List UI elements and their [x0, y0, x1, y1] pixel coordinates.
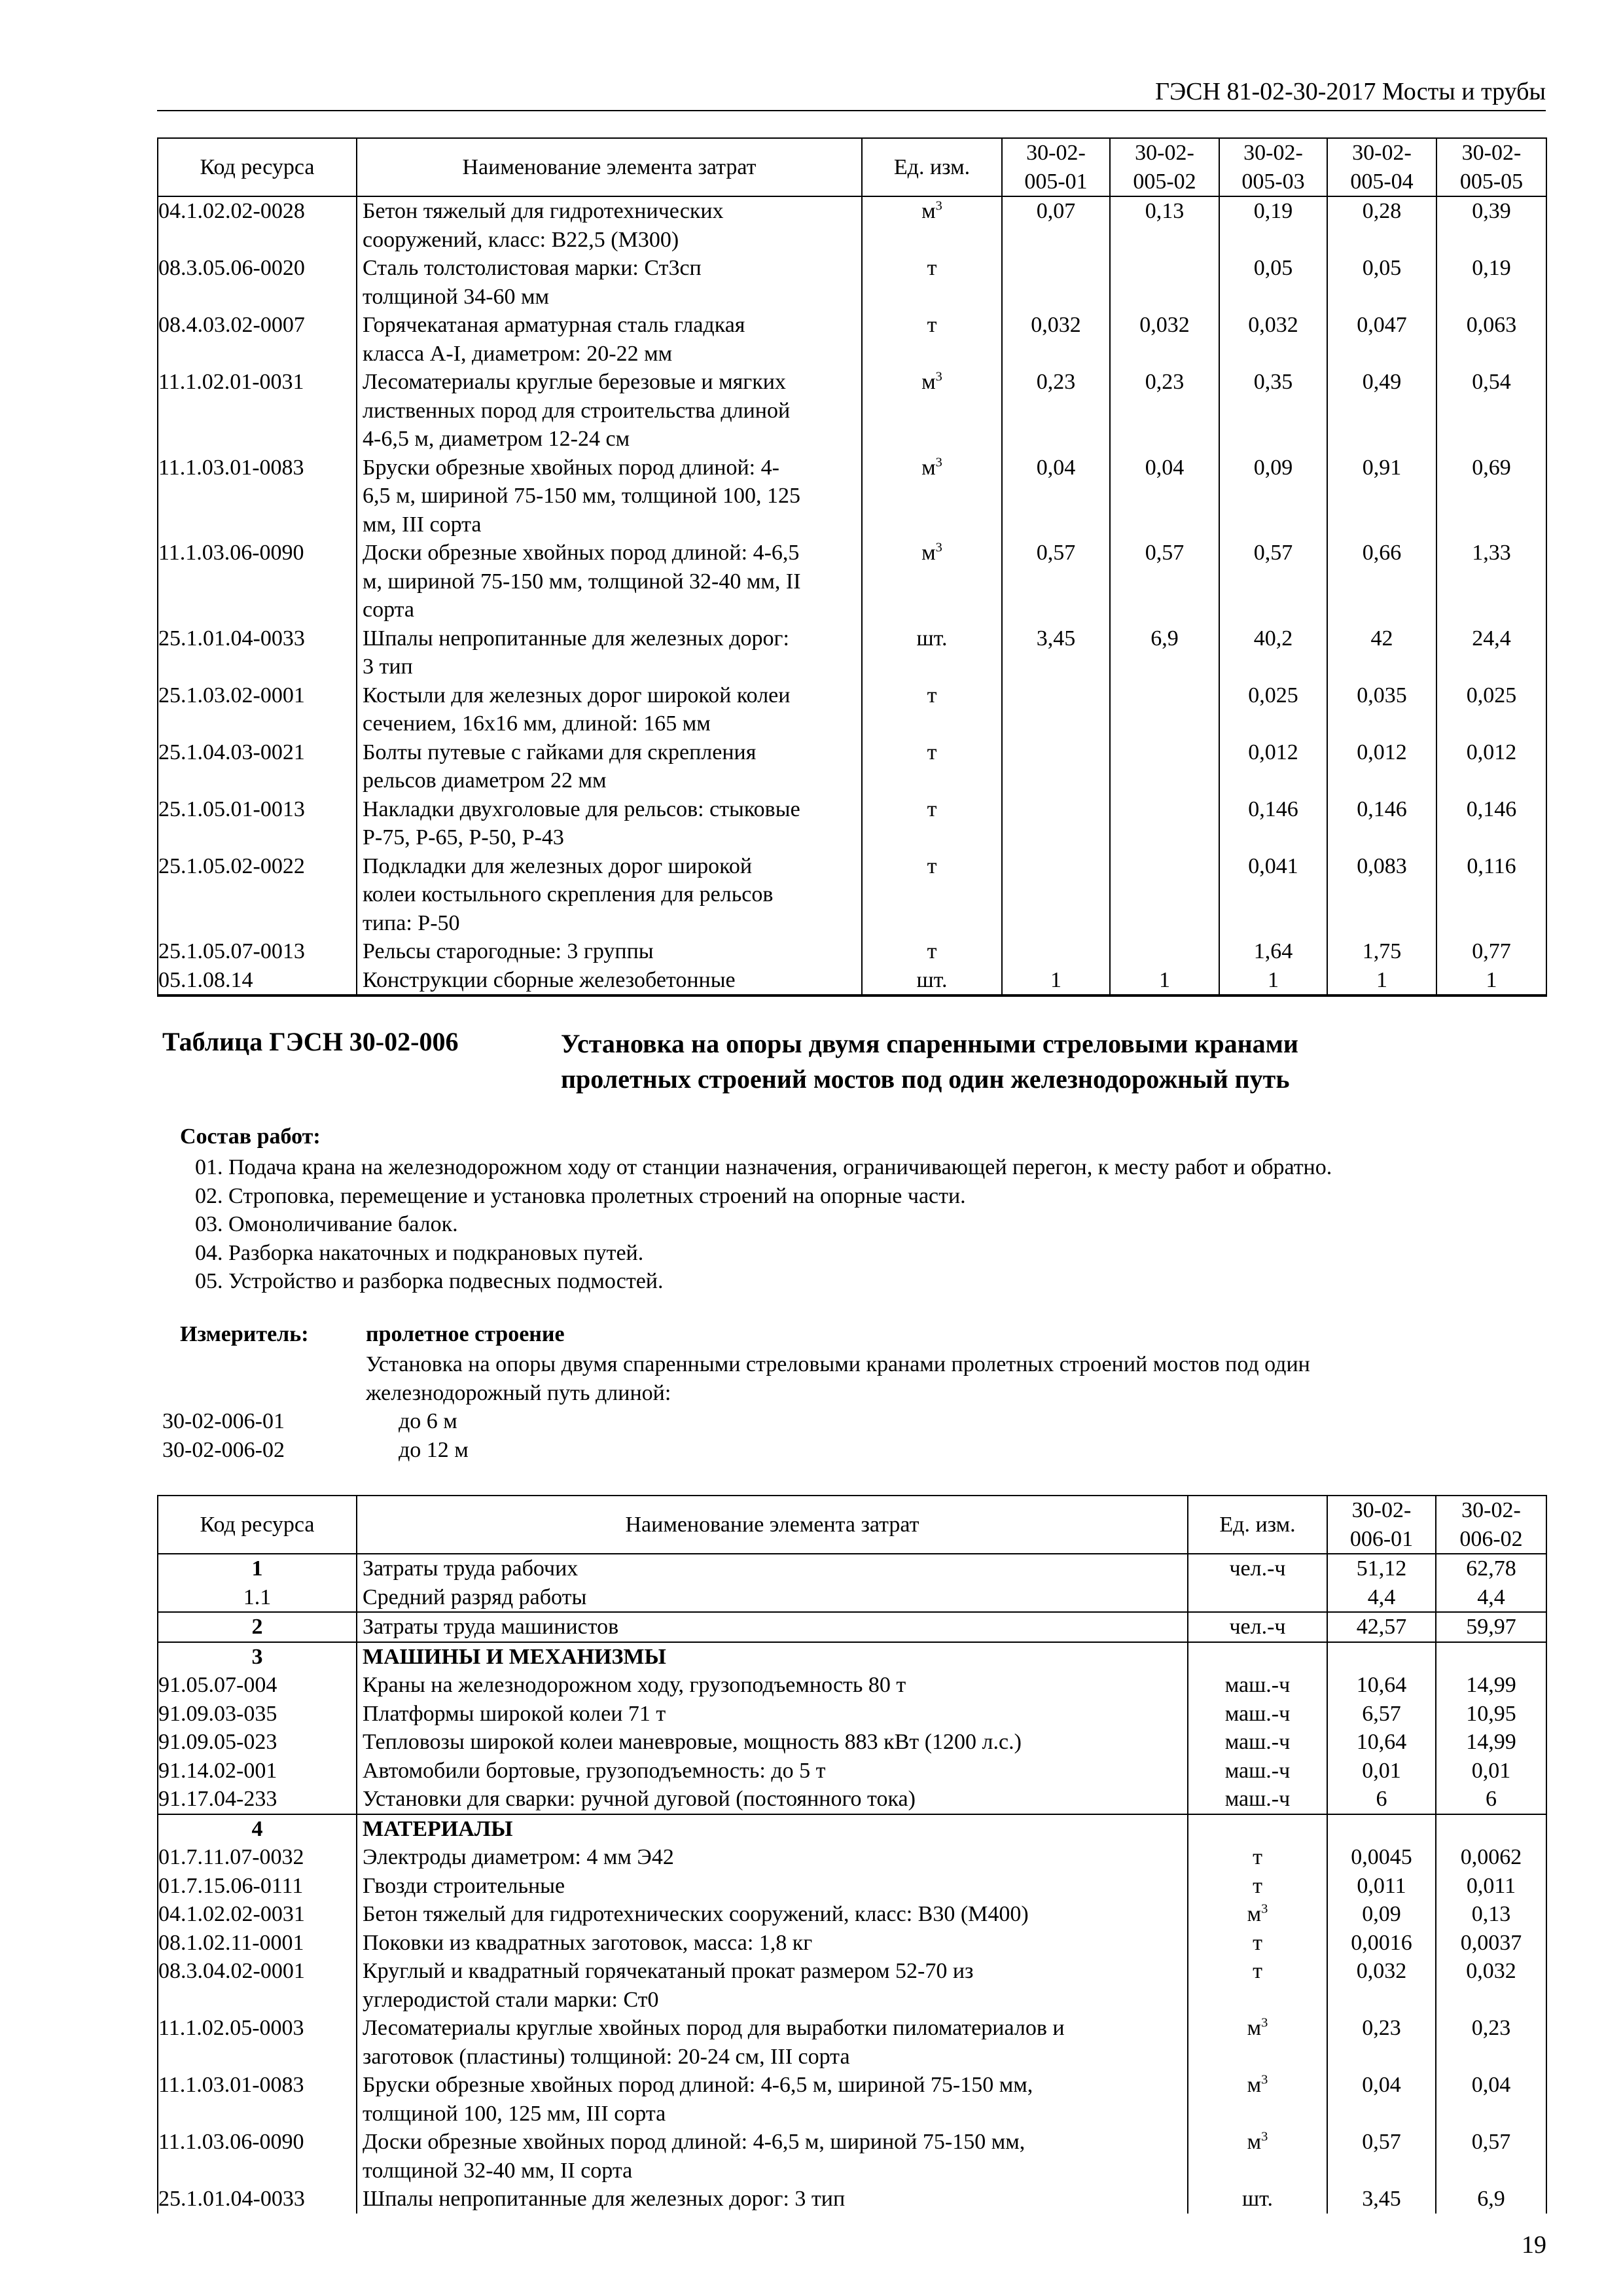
unit-text: $м^3$	[1247, 2072, 1268, 2097]
column-header: 30-02- 006-01	[1327, 1496, 1436, 1554]
value-cell: 10,95	[1436, 1700, 1546, 1729]
unit-cell: т	[862, 852, 1002, 938]
table-row	[158, 795, 1546, 852]
resource-name: МАШИНЫ И МЕХАНИЗМЫ	[357, 1642, 1188, 1672]
value-cell: 0,032	[1002, 311, 1110, 368]
resource-code: 91.09.05-023	[158, 1728, 357, 1757]
resource-code: 25.1.04.03-0021	[158, 738, 357, 795]
resource-name: Сталь толстолистовая марки: Ст3сп толщиной 34-60 мм	[357, 254, 862, 311]
value-cell: 0,57	[1002, 539, 1110, 624]
value-cell: 0,13	[1110, 196, 1219, 254]
table-row	[158, 368, 1546, 454]
table-row	[158, 1554, 1546, 1583]
resource-code: 91.05.07-004	[158, 1671, 357, 1700]
table-row	[158, 1900, 1546, 1929]
value-cell: 0,025	[1436, 681, 1546, 738]
resource-name: Бетон тяжелый для гидротехнических сооружений, класс: В30 (М400)	[357, 1900, 1188, 1929]
value-cell	[1110, 254, 1219, 311]
value-cell: 0,032	[1327, 1957, 1436, 2014]
value-cell: 0,23	[1327, 2014, 1436, 2071]
resource-code: 25.1.05.01-0013	[158, 795, 357, 852]
resource-name: Тепловозы широкой колеи маневровые, мощность 883 кВт (1200 л.с.)	[357, 1728, 1188, 1757]
unit-cell	[1188, 1583, 1327, 1613]
unit-cell: маш.-ч	[1188, 1785, 1327, 1814]
value-cell: 24,4	[1436, 624, 1546, 681]
resource-code: 25.1.05.02-0022	[158, 852, 357, 938]
unit-cell	[1188, 1642, 1327, 1672]
resource-name: Шпалы непропитанные для железных дорог: 3 тип	[357, 624, 862, 681]
resource-table-30-02-006	[157, 1495, 1547, 2214]
value-cell: 4,4	[1327, 1583, 1436, 1613]
resource-code: 08.3.05.06-0020	[158, 254, 357, 311]
resource-code: 04.1.02.02-0028	[158, 196, 357, 254]
unit-cell: шт.	[1188, 2185, 1327, 2214]
measure-value: пролетное строение	[366, 1322, 565, 1346]
value-cell: 0,083	[1327, 852, 1436, 938]
resource-code: 11.1.02.01-0031	[158, 368, 357, 454]
resource-name: Доски обрезные хвойных пород длиной: 4-6,5 м, шириной 75-150 мм, толщиной 32-40 мм, II сорта	[357, 2128, 1188, 2185]
value-cell: 0,23	[1110, 368, 1219, 454]
table-row	[158, 1843, 1546, 1872]
table-row	[158, 311, 1546, 368]
value-cell: 1	[1002, 966, 1110, 996]
table-row	[158, 2014, 1546, 2071]
column-header: 30-02- 005-05	[1436, 138, 1546, 196]
unit-cell: шт.	[862, 966, 1002, 996]
table-row	[158, 1872, 1546, 1901]
resource-code: 1	[158, 1554, 357, 1583]
resource-name: Средний разряд работы	[357, 1583, 1188, 1613]
resource-code: 01.7.11.07-0032	[158, 1843, 357, 1872]
resource-name: Краны на железнодорожном ходу, грузоподъемность 80 т	[357, 1671, 1188, 1700]
value-cell: 0,05	[1327, 254, 1436, 311]
resource-code: 11.1.02.05-0003	[158, 2014, 357, 2071]
resource-code: 3	[158, 1642, 357, 1672]
value-cell: 6,57	[1327, 1700, 1436, 1729]
table-row	[158, 1671, 1546, 1700]
value-cell: 0,146	[1219, 795, 1327, 852]
measure-description: Установка на опоры двумя спаренными стреловыми кранами пролетных строений мостов под один железнодорожный путь длиной:	[366, 1352, 1310, 1405]
running-header: ГЭСН 81-02-30-2017 Мосты и трубы	[1155, 78, 1546, 105]
value-cell: 0,011	[1327, 1872, 1436, 1901]
value-cell: 0,09	[1219, 454, 1327, 539]
unit-cell	[1188, 2014, 1327, 2071]
value-cell: 0,05	[1219, 254, 1327, 311]
value-cell: 0,77	[1436, 937, 1546, 966]
resource-name: Установки для сварки: ручной дуговой (постоянного тока)	[357, 1785, 1188, 1814]
unit-text: $м^3$	[1247, 1901, 1268, 1926]
value-cell: 0,0037	[1436, 1929, 1546, 1958]
resource-code: 08.1.02.11-0001	[158, 1929, 357, 1958]
resource-code: 11.1.03.06-0090	[158, 539, 357, 624]
value-cell: 0,04	[1436, 2071, 1546, 2128]
unit-cell: т	[1188, 1929, 1327, 1958]
value-cell: 62,78	[1436, 1554, 1546, 1583]
table-row	[158, 1929, 1546, 1958]
resource-name: Бруски обрезные хвойных пород длиной: 4- 6,5 м, шириной 75-150 мм, толщиной 100, 125 мм, III сорта	[357, 454, 862, 539]
value-cell: 0,07	[1002, 196, 1110, 254]
value-cell: 0,063	[1436, 311, 1546, 368]
table-header-row	[158, 1496, 1546, 1554]
unit-cell	[862, 454, 1002, 539]
value-cell: 0,13	[1436, 1900, 1546, 1929]
value-cell	[1110, 795, 1219, 852]
table-row	[158, 2071, 1546, 2128]
resource-name: Бетон тяжелый для гидротехнических сооружений, класс: В22,5 (М300)	[357, 196, 862, 254]
group-row	[158, 1642, 1546, 1672]
value-cell: 0,39	[1436, 196, 1546, 254]
resource-name: Автомобили бортовые, грузоподъемность: до 5 т	[357, 1757, 1188, 1785]
value-cell: 6	[1327, 1785, 1436, 1814]
resource-code: 08.4.03.02-0007	[158, 311, 357, 368]
column-header: 30-02- 005-04	[1327, 138, 1436, 196]
value-cell: 0,57	[1219, 539, 1327, 624]
resource-name: Рельсы старогодные: 3 группы	[357, 937, 862, 966]
resource-code: 08.3.04.02-0001	[158, 1957, 357, 2014]
value-cell: 0,012	[1219, 738, 1327, 795]
value-cell	[1110, 852, 1219, 938]
value-cell	[1002, 738, 1110, 795]
value-cell	[1002, 254, 1110, 311]
value-cell: 1	[1219, 966, 1327, 996]
measure-label: Измеритель:	[180, 1322, 309, 1346]
unit-cell: чел.-ч	[1188, 1612, 1327, 1642]
value-cell: 1,33	[1436, 539, 1546, 624]
unit-cell	[862, 196, 1002, 254]
value-cell: 1,75	[1327, 937, 1436, 966]
table-row	[158, 624, 1546, 681]
unit-cell: т	[1188, 1872, 1327, 1901]
value-cell: 0,57	[1436, 2128, 1546, 2185]
value-cell	[1002, 681, 1110, 738]
resource-code: 11.1.03.06-0090	[158, 2128, 357, 2185]
table-row	[158, 1700, 1546, 1729]
value-cell: 0,35	[1219, 368, 1327, 454]
value-cell: 0,19	[1436, 254, 1546, 311]
unit-cell	[1188, 2071, 1327, 2128]
measure-code: 30-02-006-01	[162, 1409, 285, 1433]
unit-text: $м^3$	[1247, 2015, 1268, 2040]
value-cell: 0,19	[1219, 196, 1327, 254]
column-header: Наименование элемента затрат	[357, 1496, 1188, 1554]
resource-code: 01.7.15.06-0111	[158, 1872, 357, 1901]
value-cell: 0,012	[1436, 738, 1546, 795]
unit-text: $м^3$	[921, 369, 942, 394]
value-cell: 0,23	[1436, 2014, 1546, 2071]
work-step: 02. Строповка, перемещение и установка пролетных строений на опорные части.	[195, 1183, 966, 1208]
resource-name: Лесоматериалы круглые березовые и мягких лиственных пород для строительства длиной 4-6,5 м, диаметром 12-24 см	[357, 368, 862, 454]
value-cell: 0,146	[1436, 795, 1546, 852]
value-cell: 0,91	[1327, 454, 1436, 539]
table-row	[158, 937, 1546, 966]
column-header: Наименование элемента затрат	[357, 138, 862, 196]
value-cell: 3,45	[1327, 2185, 1436, 2214]
value-cell: 0,0045	[1327, 1843, 1436, 1872]
value-cell: 0,01	[1436, 1757, 1546, 1785]
work-composition-list	[195, 1153, 1332, 1296]
value-cell: 51,12	[1327, 1554, 1436, 1583]
unit-text: $м^3$	[921, 198, 942, 223]
table-row	[158, 852, 1546, 938]
value-cell: 0,01	[1327, 1757, 1436, 1785]
unit-cell: чел.-ч	[1188, 1554, 1327, 1583]
value-cell: 14,99	[1436, 1671, 1546, 1700]
unit-cell	[1188, 1814, 1327, 1844]
resource-name: Бруски обрезные хвойных пород длиной: 4-6,5 м, шириной 75-150 мм, толщиной 100, 125 мм, III сорта	[357, 2071, 1188, 2128]
resource-code: 91.17.04-233	[158, 1785, 357, 1814]
unit-cell: т	[862, 311, 1002, 368]
table-row	[158, 254, 1546, 311]
value-cell: 42	[1327, 624, 1436, 681]
resource-name: Электроды диаметром: 4 мм Э42	[357, 1843, 1188, 1872]
value-cell: 1,64	[1219, 937, 1327, 966]
unit-cell: маш.-ч	[1188, 1700, 1327, 1729]
resource-code: 2	[158, 1612, 357, 1642]
value-cell: 0,011	[1436, 1872, 1546, 1901]
table-row	[158, 681, 1546, 738]
value-cell: 0,0016	[1327, 1929, 1436, 1958]
table-row	[158, 1728, 1546, 1757]
resource-code: 11.1.03.01-0083	[158, 454, 357, 539]
resource-code: 25.1.01.04-0033	[158, 2185, 357, 2214]
measure-item	[162, 1407, 469, 1436]
work-composition-label: Состав работ:	[180, 1124, 321, 1149]
measure-range: до 12 м	[399, 1437, 469, 1462]
unit-text: $м^3$	[921, 455, 942, 480]
value-cell	[1327, 1642, 1436, 1672]
unit-cell: т	[862, 937, 1002, 966]
table-row	[158, 966, 1546, 996]
value-cell: 0,035	[1327, 681, 1436, 738]
table-row	[158, 1583, 1546, 1613]
value-cell: 0,032	[1436, 1957, 1546, 2014]
work-step: 04. Разборка накаточных и подкрановых путей.	[195, 1240, 644, 1265]
value-cell: 0,032	[1110, 311, 1219, 368]
unit-cell	[862, 539, 1002, 624]
resource-name: Доски обрезные хвойных пород длиной: 4-6,5 м, шириной 75-150 мм, толщиной 32-40 мм, II сорта	[357, 539, 862, 624]
table-row	[158, 1957, 1546, 2014]
value-cell: 0,025	[1219, 681, 1327, 738]
value-cell: 59,97	[1436, 1612, 1546, 1642]
value-cell: 0,04	[1327, 2071, 1436, 2128]
unit-cell	[1188, 2128, 1327, 2185]
table-row	[158, 738, 1546, 795]
resource-name: Болты путевые с гайками для скрепления рельсов диаметром 22 мм	[357, 738, 862, 795]
resource-code: 25.1.03.02-0001	[158, 681, 357, 738]
value-cell: 0,041	[1219, 852, 1327, 938]
table-row	[158, 2128, 1546, 2185]
work-step: 03. Омоноличивание балок.	[195, 1212, 458, 1236]
resource-name: Костыли для железных дорог широкой колеи сечением, 16х16 мм, длиной: 165 мм	[357, 681, 862, 738]
resource-name: МАТЕРИАЛЫ	[357, 1814, 1188, 1844]
resource-code: 4	[158, 1814, 357, 1844]
resource-name: Горячекатаная арматурная сталь гладкая класса A-I, диаметром: 20-22 мм	[357, 311, 862, 368]
unit-text: $м^3$	[1247, 2129, 1268, 2154]
value-cell: 4,4	[1436, 1583, 1546, 1613]
unit-cell: т	[862, 795, 1002, 852]
unit-cell: т	[862, 681, 1002, 738]
measure-code: 30-02-006-02	[162, 1437, 285, 1462]
resource-name: Поковки из квадратных заготовок, масса: 1,8 кг	[357, 1929, 1188, 1958]
value-cell	[1327, 1814, 1436, 1844]
value-cell: 0,116	[1436, 852, 1546, 938]
value-cell: 3,45	[1002, 624, 1110, 681]
value-cell: 0,04	[1110, 454, 1219, 539]
unit-cell: маш.-ч	[1188, 1728, 1327, 1757]
resource-name: Накладки двухголовые для рельсов: стыковые Р-75, Р-65, Р-50, Р-43	[357, 795, 862, 852]
measure-item	[162, 1436, 469, 1465]
measure-items	[162, 1407, 469, 1464]
value-cell: 0,54	[1436, 368, 1546, 454]
resource-code: 05.1.08.14	[158, 966, 357, 996]
value-cell: 0,09	[1327, 1900, 1436, 1929]
value-cell	[1436, 1814, 1546, 1844]
work-step: 05. Устройство и разборка подвесных подмостей.	[195, 1269, 664, 1293]
unit-cell: маш.-ч	[1188, 1757, 1327, 1785]
resource-code: 25.1.05.07-0013	[158, 937, 357, 966]
resource-code: 1.1	[158, 1583, 357, 1613]
table-row	[158, 454, 1546, 539]
unit-cell	[1188, 1900, 1327, 1929]
resource-name: Затраты труда рабочих	[357, 1554, 1188, 1583]
value-cell	[1436, 1642, 1546, 1672]
header-rule	[157, 110, 1546, 111]
unit-text: $м^3$	[921, 540, 942, 565]
value-cell: 10,64	[1327, 1728, 1436, 1757]
value-cell	[1110, 681, 1219, 738]
group-row	[158, 1814, 1546, 1844]
value-cell: 0,57	[1110, 539, 1219, 624]
value-cell: 1	[1436, 966, 1546, 996]
value-cell: 0,0062	[1436, 1843, 1546, 1872]
resource-name: Подкладки для железных дорог широкой колеи костыльного скрепления для рельсов типа: Р-50	[357, 852, 862, 938]
value-cell	[1110, 937, 1219, 966]
table-row	[158, 1612, 1546, 1642]
unit-cell: т	[1188, 1957, 1327, 2014]
page-number: 19	[1522, 2231, 1546, 2259]
column-header: 30-02- 005-01	[1002, 138, 1110, 196]
unit-cell	[862, 368, 1002, 454]
value-cell	[1110, 738, 1219, 795]
column-header: Код ресурса	[158, 1496, 357, 1554]
column-header: 30-02- 005-03	[1219, 138, 1327, 196]
resource-name: Круглый и квадратный горячекатаный прокат размером 52-70 из углеродистой стали марки: Ст0	[357, 1957, 1188, 2014]
table-row	[158, 2185, 1546, 2214]
work-step: 01. Подача крана на железнодорожном ходу от станции назначения, ограничивающей перегон, к месту работ и обратно.	[195, 1155, 1332, 1179]
resource-code: 04.1.02.02-0031	[158, 1900, 357, 1929]
unit-cell: шт.	[862, 624, 1002, 681]
unit-cell: т	[1188, 1843, 1327, 1872]
value-cell: 6,9	[1436, 2185, 1546, 2214]
value-cell: 0,032	[1219, 311, 1327, 368]
column-header: 30-02- 006-02	[1436, 1496, 1546, 1554]
value-cell: 0,49	[1327, 368, 1436, 454]
unit-cell: т	[862, 254, 1002, 311]
unit-cell: т	[862, 738, 1002, 795]
resource-name: Затраты труда машинистов	[357, 1612, 1188, 1642]
measure-range: до 6 м	[399, 1409, 457, 1433]
value-cell	[1002, 937, 1110, 966]
value-cell: 0,66	[1327, 539, 1436, 624]
value-cell: 0,28	[1327, 196, 1436, 254]
column-header: Код ресурса	[158, 138, 357, 196]
value-cell: 6,9	[1110, 624, 1219, 681]
value-cell: 0,04	[1002, 454, 1110, 539]
section-title: Таблица ГЭСН 30-02-006	[162, 1027, 459, 1056]
resource-code: 91.09.03-035	[158, 1700, 357, 1729]
value-cell: 40,2	[1219, 624, 1327, 681]
table-row	[158, 1785, 1546, 1814]
value-cell: 0,57	[1327, 2128, 1436, 2185]
value-cell: 0,69	[1436, 454, 1546, 539]
value-cell: 0,047	[1327, 311, 1436, 368]
resource-name: Лесоматериалы круглые хвойных пород для выработки пиломатериалов и заготовок (пластины) толщиной: 20-24 см, III сорта	[357, 2014, 1188, 2071]
resource-name: Гвозди строительные	[357, 1872, 1188, 1901]
value-cell: 1	[1327, 966, 1436, 996]
table-row	[158, 539, 1546, 624]
table-header-row	[158, 138, 1546, 196]
section-description: Установка на опоры двумя спаренными стреловыми кранами пролетных строений мостов под один железнодорожный путь	[561, 1029, 1298, 1094]
resource-table-30-02-005	[157, 137, 1547, 997]
value-cell: 1	[1110, 966, 1219, 996]
value-cell: 14,99	[1436, 1728, 1546, 1757]
value-cell	[1002, 852, 1110, 938]
resource-name: Платформы широкой колеи 71 т	[357, 1700, 1188, 1729]
value-cell: 42,57	[1327, 1612, 1436, 1642]
column-header: 30-02- 005-02	[1110, 138, 1219, 196]
resource-code: 11.1.03.01-0083	[158, 2071, 357, 2128]
value-cell: 6	[1436, 1785, 1546, 1814]
value-cell: 10,64	[1327, 1671, 1436, 1700]
value-cell: 0,012	[1327, 738, 1436, 795]
resource-name: Конструкции сборные железобетонные	[357, 966, 862, 996]
table-row	[158, 196, 1546, 254]
column-header: Ед. изм.	[1188, 1496, 1327, 1554]
table-row	[158, 1757, 1546, 1785]
resource-code: 91.14.02-001	[158, 1757, 357, 1785]
unit-cell: маш.-ч	[1188, 1671, 1327, 1700]
resource-code: 25.1.01.04-0033	[158, 624, 357, 681]
value-cell: 0,23	[1002, 368, 1110, 454]
resource-name: Шпалы непропитанные для железных дорог: 3 тип	[357, 2185, 1188, 2214]
column-header: Ед. изм.	[862, 138, 1002, 196]
value-cell: 0,146	[1327, 795, 1436, 852]
value-cell	[1002, 795, 1110, 852]
